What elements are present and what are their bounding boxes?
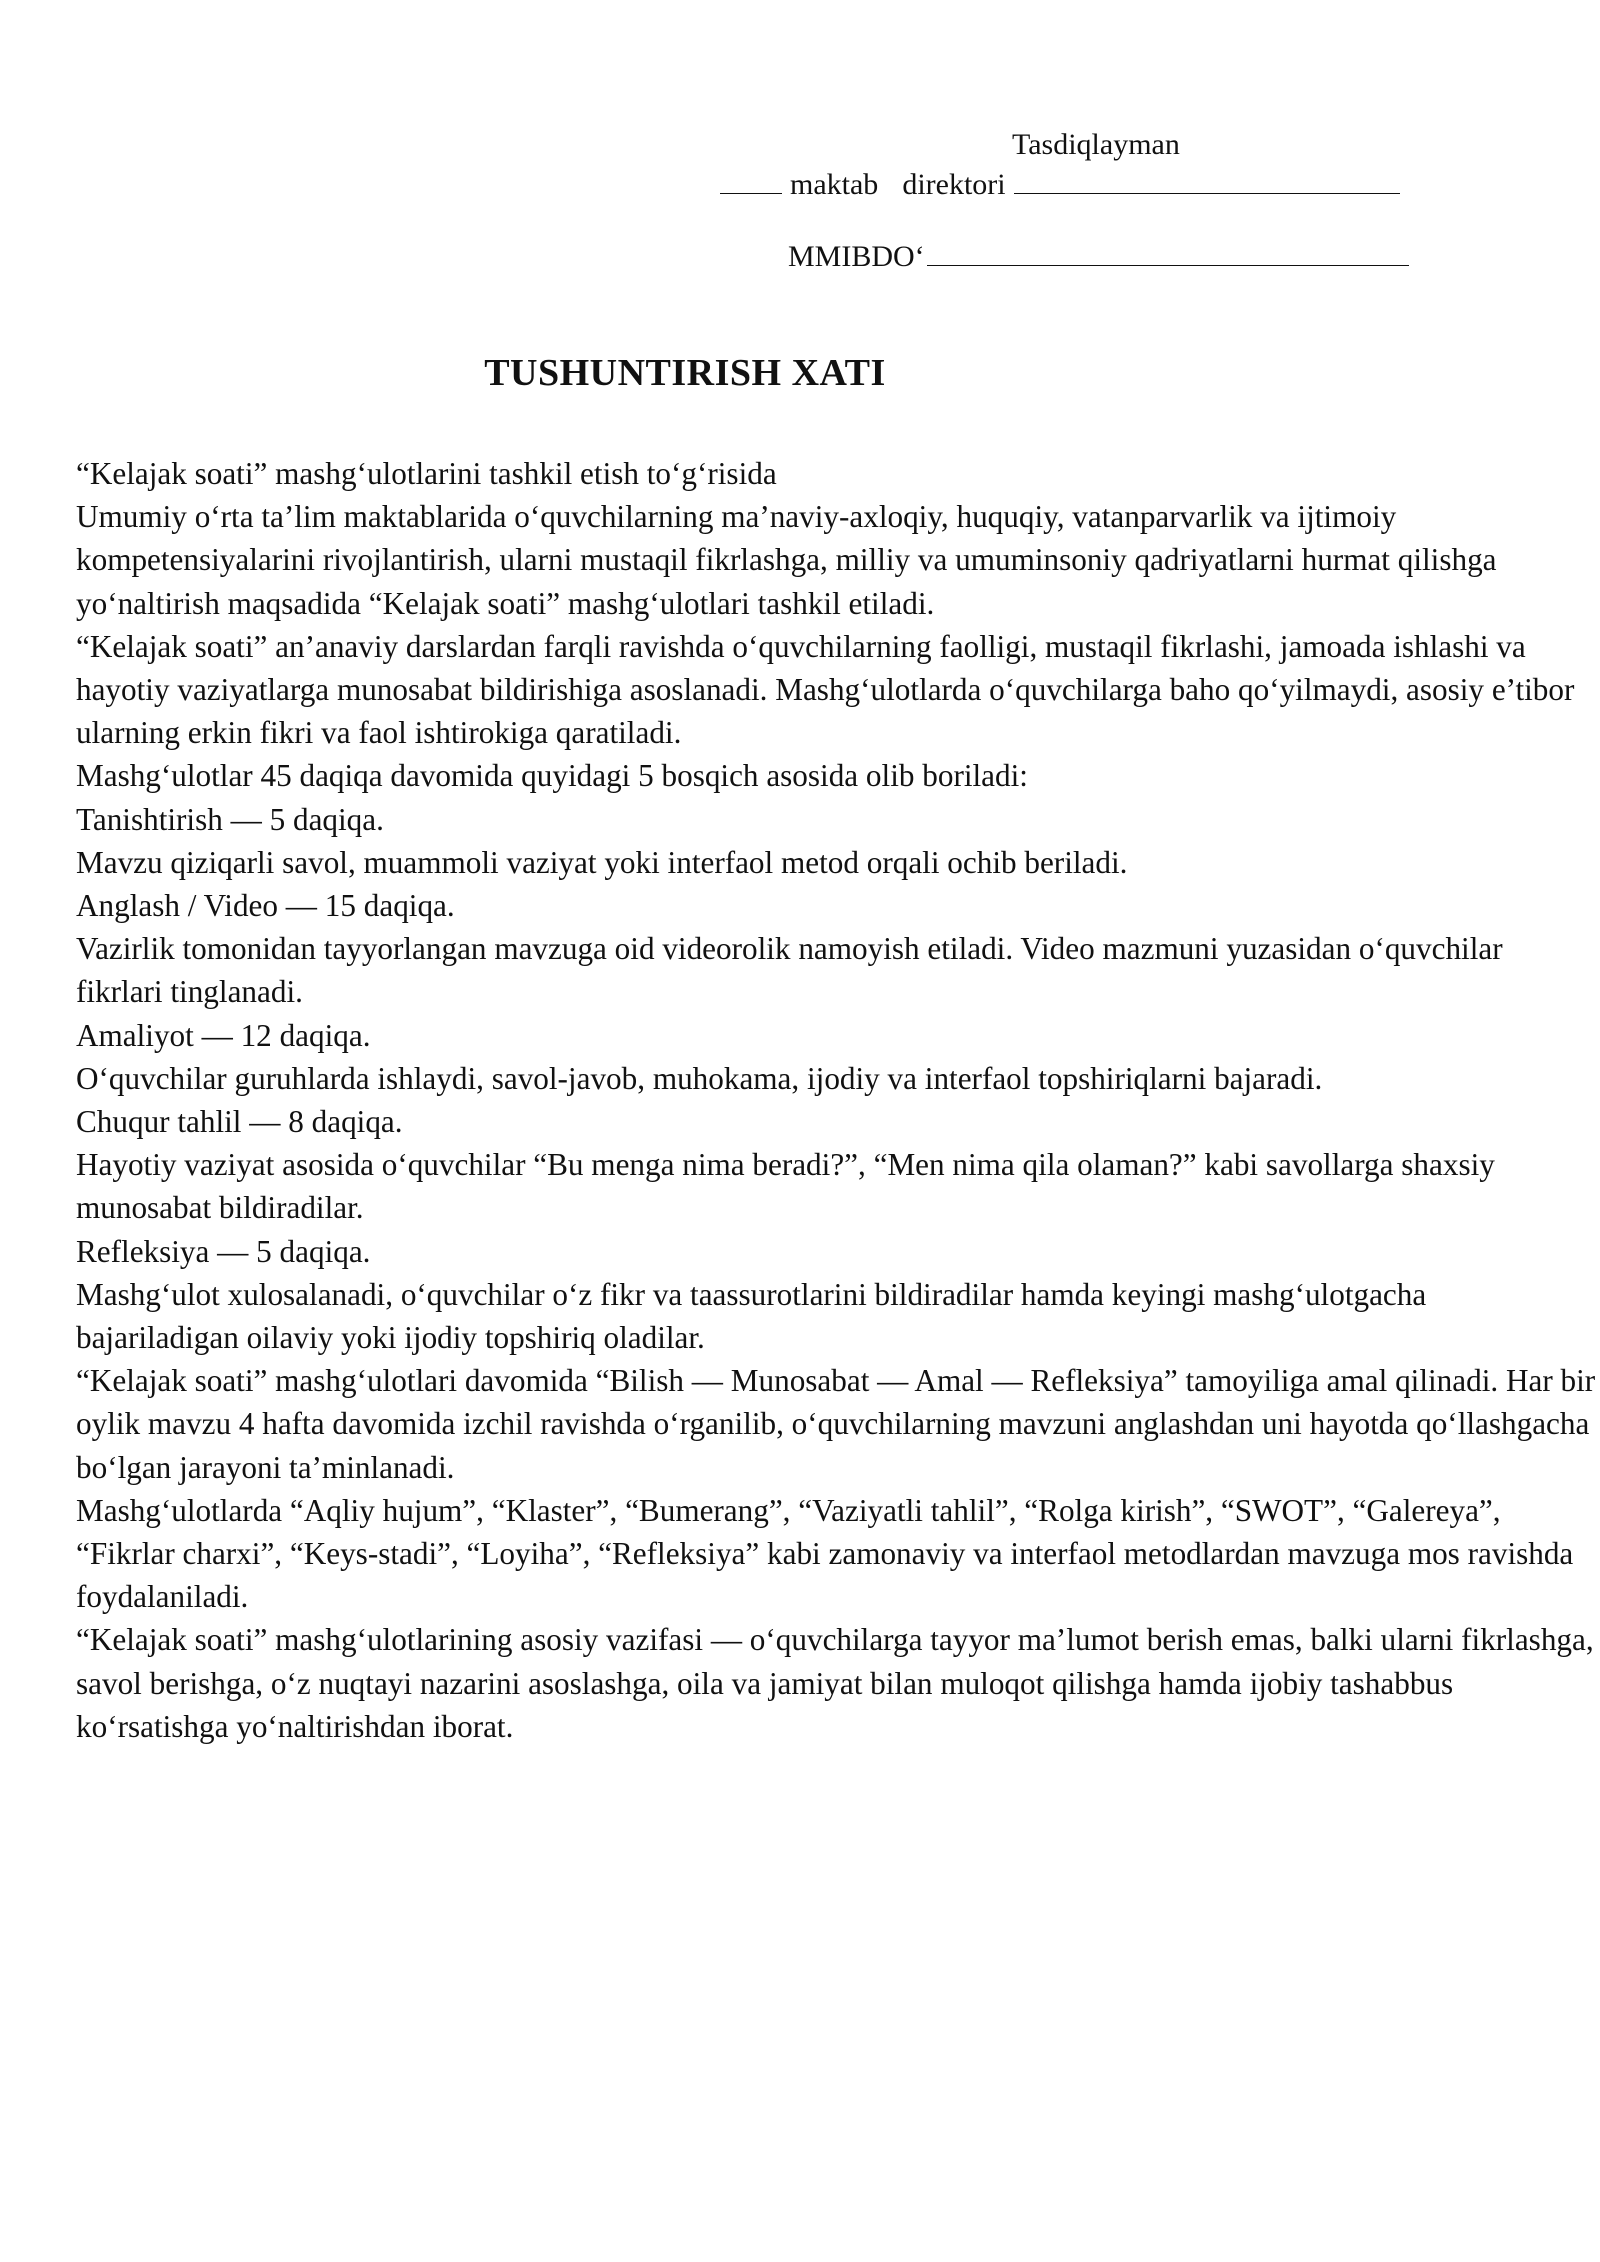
document-body — [76, 452, 1596, 1748]
paragraph: “Kelajak soati” mashg‘ulotlari davomida “Bilish — Munosabat — Amal — Refleksiya” tamoyiliga amal qilinadi. Har bir oylik mavzu 4 hafta davomida izchil ravishda o‘rganilib, o‘quvchilarning mavzuni anglashdan uni hayotda qo‘llashgacha bo‘lgan jarayoni ta’minlanadi. — [76, 1363, 1596, 1485]
stage-heading: Chuqur tahlil — 8 daqiqa. — [76, 1104, 403, 1140]
deputy-label: MMIBDO‘ — [788, 240, 925, 273]
paragraph: “Kelajak soati” an’anaviy darslardan farqli ravishda o‘quvchilarning faolligi, mustaqil fikrlashi, jamoada ishlashi va hayotiy vaziyatlarga munosabat bildirishiga asoslanadi. Mashg‘ulotlarda o‘quvchilarga baho qo‘yilmaydi, asosiy e’tibor ularning erkin fikri va faol ishtirokiga qaratiladi. — [76, 628, 1575, 751]
paragraph: Umumiy o‘rta ta’lim maktablarida o‘quvchilarning ma’naviy-axloqiy, huquqiy, vatanparvarlik va ijtimoiy kompetensiyalarini rivojlantirish, ularni mustaqil fikrlashga, milliy va umuminsoniy qadriyatlarni hurmat qilishga yo‘naltirish maqsadida “Kelajak soati” mashg‘ulotlari tashkil etiladi. — [76, 499, 1497, 621]
paragraph: Mavzu qiziqarli savol, muammoli vaziyat yoki interfaol metod orqali ochib beriladi. — [76, 844, 1128, 880]
paragraph: Mashg‘ulot xulosalanadi, o‘quvchilar o‘z fikr va taassurotlarini bildiradilar hamda keyingi mashg‘ulotgacha bajariladigan oilaviy yoki ijodiy topshiriq oladilar. — [76, 1276, 1427, 1356]
stage-heading: Refleksiya — 5 daqiqa. — [76, 1233, 371, 1269]
deputy-name-blank — [927, 241, 1409, 266]
subject-line: “Kelajak soati” mashg‘ulotlarini tashkil etish to‘g‘risida — [76, 456, 777, 491]
stage-heading: Anglash / Video — 15 daqiqa. — [76, 888, 455, 924]
director-label: direktori — [902, 168, 1006, 201]
director-name-blank — [1014, 169, 1400, 194]
paragraph: Vazirlik tomonidan tayyorlangan mavzuga oid videorolik namoyish etiladi. Video mazmuni yuzasidan o‘quvchilar fikrlari tinglanadi. — [76, 931, 1503, 1010]
approval-heading: Tasdiqlayman — [1012, 128, 1180, 161]
school-label: maktab — [790, 168, 879, 201]
paragraph: Hayotiy vaziyat asosida o‘quvchilar “Bu menga nima beradi?”, “Men nima qila olaman?” kabi savollarga shaxsiy munosabat bildiradilar. — [76, 1147, 1495, 1226]
deputy-signature-line — [788, 238, 1409, 276]
paragraph: O‘quvchilar guruhlarda ishlaydi, savol-javob, muhokama, ijodiy va interfaol topshiriqlarni bajaradi. — [76, 1060, 1323, 1096]
stage-heading: Amaliyot — 12 daqiqa. — [76, 1017, 371, 1053]
school-number-blank — [720, 169, 782, 194]
director-signature-line — [720, 166, 1400, 204]
paragraph: “Kelajak soati” mashg‘ulotlarining asosiy vazifasi — o‘quvchilarga tayyor ma’lumot berish emas, balki ularni fikrlashga, savol berishga, o‘z nuqtayi nazarini asoslashga, oila va jamiyat bilan muloqot qilishga hamda ijobiy tashabbus ko‘rsatishga yo‘naltirishdan iborat. — [76, 1622, 1594, 1744]
document-title: TUSHUNTIRISH XATI — [484, 352, 886, 394]
paragraph: Mashg‘ulotlarda “Aqliy hujum”, “Klaster”, “Bumerang”, “Vaziyatli tahlil”, “Rolga kirish”, “SWOT”, “Galereya”, “Fikrlar charxi”, “Keys-stadi”, “Loyiha”, “Refleksiya” kabi zamonaviy va interfaol metodlardan mavzuga mos ravishda foydalaniladi. — [76, 1492, 1574, 1615]
paragraph: Mashg‘ulotlar 45 daqiqa davomida quyidagi 5 bosqich asosida olib boriladi: — [76, 758, 1028, 794]
stage-heading: Tanishtirish — 5 daqiqa. — [76, 801, 384, 837]
